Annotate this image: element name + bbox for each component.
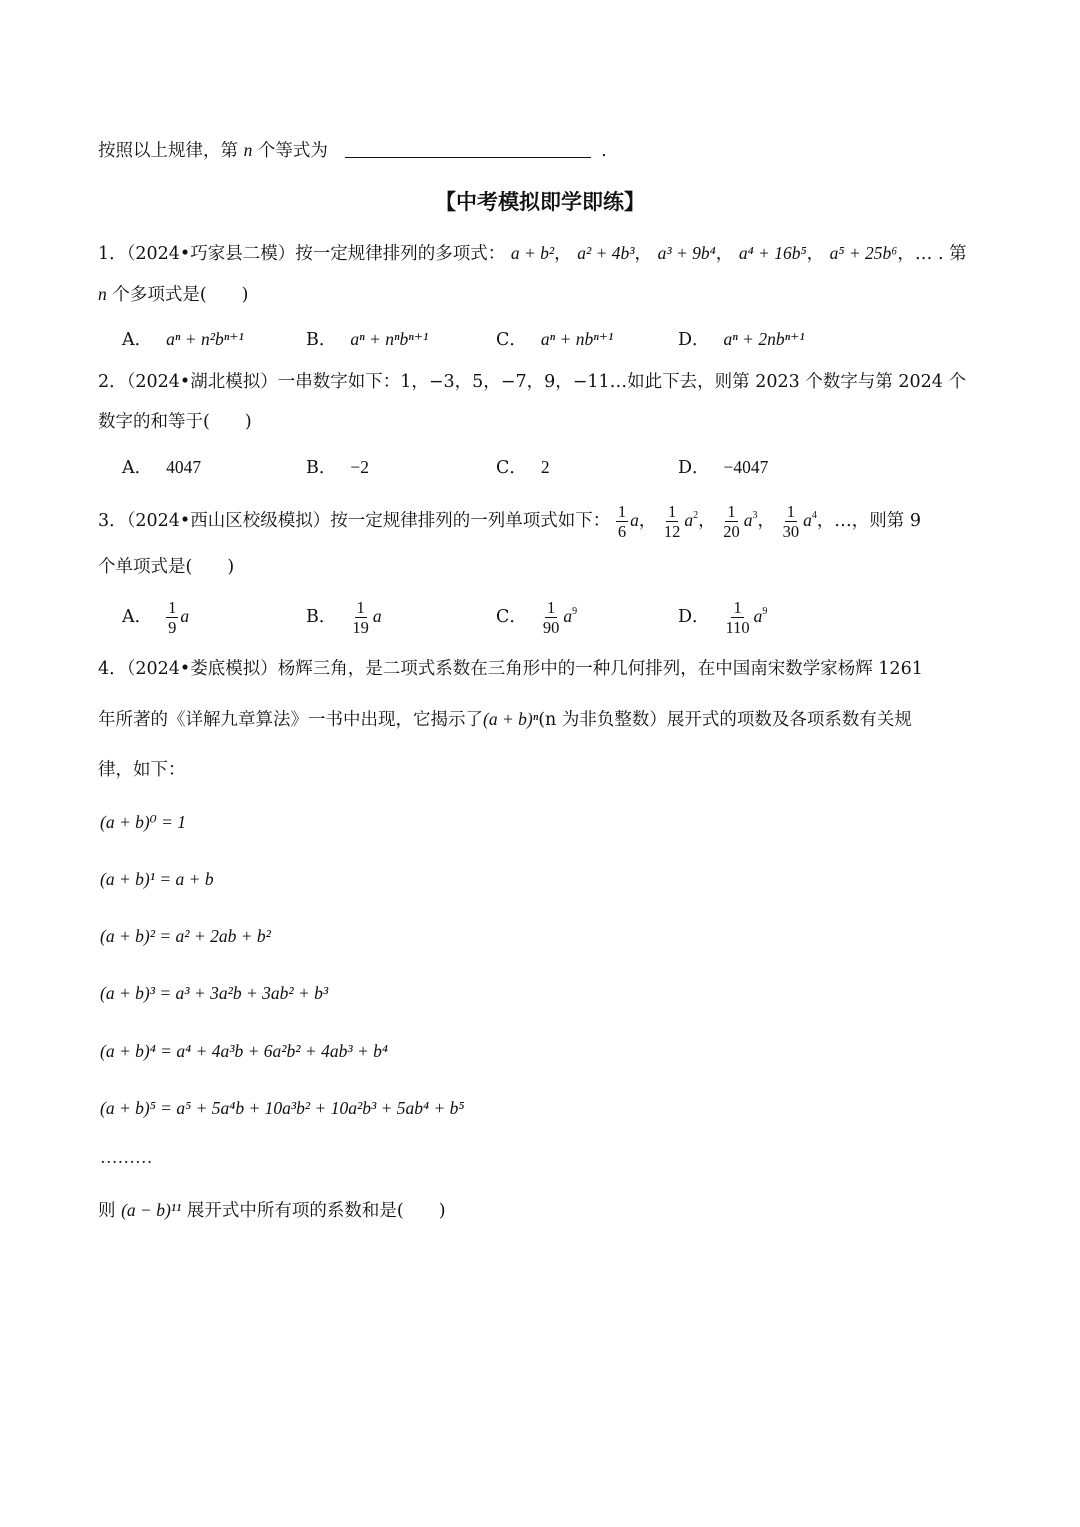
q1-option-c: C． aⁿ + nbⁿ⁺¹ xyxy=(496,329,614,350)
q3-line2: 个单项式是( ) xyxy=(98,557,235,577)
q2-option-b: B． −2 xyxy=(306,457,369,478)
q4-line3: 律，如下： xyxy=(98,760,186,780)
q2-option-a: A． 4047 xyxy=(122,457,202,478)
q2-option-d: D． −4047 xyxy=(678,457,769,478)
q3-term-1-fraction: $\frac{1}{6}$ xyxy=(617,502,627,541)
q2-line2: 数字的和等于( ) xyxy=(98,412,252,432)
q3-term-4-fraction: $\frac{1}{30}$ xyxy=(782,502,800,541)
q3-term-2-fraction: $\frac{1}{12}$ xyxy=(663,502,681,541)
answer-blank xyxy=(345,139,591,158)
intro-line: 按照以上规律，第 n 个等式为 . xyxy=(98,140,607,161)
q4-expansion-5: (a + b)⁵ = a⁵ + 5a⁴b + 10a³b² + 10a²b³ + 5ab⁴ + b⁵ xyxy=(100,1098,465,1118)
q4-expansion-2: (a + b)² = a² + 2ab + b² xyxy=(100,926,271,946)
q1-line1: 1．（2024•巧家县二模）按一定规律排列的多项式： a + b²， a² + 4b³， a³ + 9b⁴， a⁴ + 16b⁵， a⁵ + 25b⁶，… . 第 xyxy=(98,243,967,264)
q4-dots: ……… xyxy=(100,1147,153,1167)
q4-expansion-1: (a + b)¹ = a + b xyxy=(100,869,214,889)
q3-option-d: D． $\frac{1}{110}$ $a^9$ xyxy=(678,598,768,637)
q4-expansion-4: (a + b)⁴ = a⁴ + 4a³b + 6a²b² + 4ab³ + b⁴ xyxy=(100,1041,388,1061)
q4-line1: 4．（2024•娄底模拟）杨辉三角，是二项式系数在三角形中的一种几何排列，在中国南宋数学家杨辉 1261 xyxy=(98,659,923,679)
q2-line1: 2．（2024•湖北模拟）一串数字如下：1，−3，5，−7，9，−11…如此下去，则第 2023 个数字与第 2024 个 xyxy=(98,372,966,392)
q3-term-3-fraction: $\frac{1}{20}$ xyxy=(723,502,740,541)
q3-option-b: B． $\frac{1}{19}$ a xyxy=(306,598,382,637)
q1-option-b: B． aⁿ + nⁿbⁿ⁺¹ xyxy=(306,329,429,350)
q3-option-a: A． $\frac{1}{9}$ a xyxy=(122,598,190,637)
q4-expansion-0: (a + b)⁰ = 1 xyxy=(100,812,187,832)
q4-final-line: 则 (a − b)¹¹ 展开式中所有项的系数和是( ) xyxy=(98,1200,446,1221)
q3-line1: 3．（2024•西山区校级模拟）按一定规律排列的一列单项式如下： $\frac{1}{6}$ a， $\frac{1}{12}$ $a^2$， $\frac{1}{20}$ $a^3$， $\frac{1}{30}$ $a^4$，…，则第 9 xyxy=(98,502,922,541)
q1-option-d: D． aⁿ + 2nbⁿ⁺¹ xyxy=(678,329,805,350)
section-title: 【中考模拟即学即练】 xyxy=(435,190,645,214)
q4-line2: 年所著的《详解九章算法》一书中出现，它揭示了(a + b)ⁿ(n 为非负整数）展开式的项数及各项系数有关规 xyxy=(98,709,912,730)
q4-expansion-3: (a + b)³ = a³ + 3a²b + 3ab² + b³ xyxy=(100,983,329,1003)
q1-line2: n 个多项式是( ) xyxy=(98,284,249,305)
q3-option-c: C． $\frac{1}{90}$ $a^9$ xyxy=(496,598,578,637)
q1-option-a: A． aⁿ + n²bⁿ⁺¹ xyxy=(122,329,244,350)
q2-option-c: C． 2 xyxy=(496,457,550,478)
